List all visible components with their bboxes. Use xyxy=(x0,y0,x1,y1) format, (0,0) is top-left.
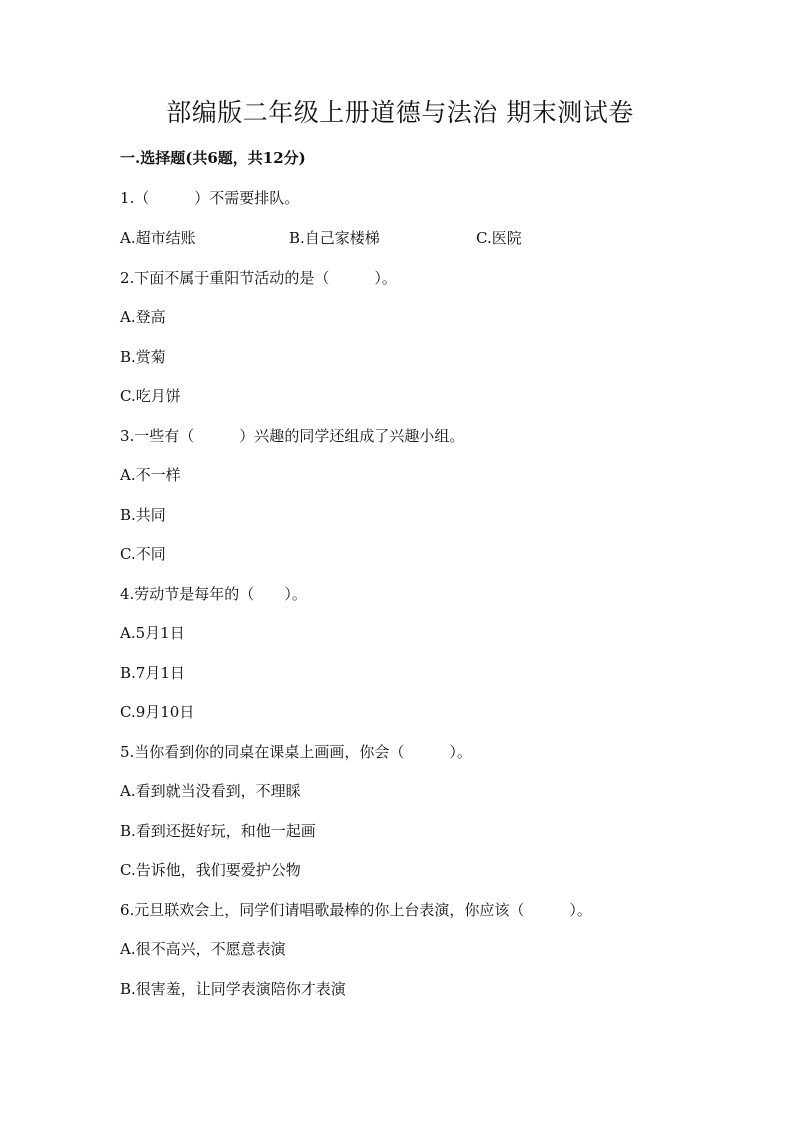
question-5-stem: 5.当你看到你的同桌在课桌上画画，你会（ ）。 xyxy=(120,743,472,761)
question-4-stem: 4.劳动节是每年的（ ）。 xyxy=(120,585,307,603)
question-4-option-a: A.5月1日 xyxy=(120,624,185,642)
question-6-option-b: B.很害羞，让同学表演陪你才表演 xyxy=(120,980,346,998)
question-5-option-a: A.看到就当没看到，不理睬 xyxy=(120,782,301,800)
question-1-option-b: B.自己家楼梯 xyxy=(289,229,380,247)
question-4-option-b: B.7月1日 xyxy=(120,664,185,682)
page-title: 部编版二年级上册道德与法治 期末测试卷 xyxy=(166,98,634,127)
question-3-option-a: A.不一样 xyxy=(120,466,181,484)
question-1-stem: 1.（ ）不需要排队。 xyxy=(120,189,300,207)
question-4-option-c: C.9月10日 xyxy=(120,703,195,721)
question-3-option-c: C.不同 xyxy=(120,545,166,563)
question-1-option-c: C.医院 xyxy=(476,229,522,247)
section-heading: 一.选择题(共6题，共12分) xyxy=(120,149,306,167)
question-2-stem: 2.下面不属于重阳节活动的是（ ）。 xyxy=(120,269,397,287)
question-6-option-a: A.很不高兴，不愿意表演 xyxy=(120,940,286,958)
question-2-option-c: C.吃月饼 xyxy=(120,387,181,405)
question-2-option-b: B.赏菊 xyxy=(120,348,166,366)
question-3-stem: 3.一些有（ ）兴趣的同学还组成了兴趣小组。 xyxy=(120,427,465,445)
question-5-option-b: B.看到还挺好玩，和他一起画 xyxy=(120,822,316,840)
question-3-option-b: B.共同 xyxy=(120,506,166,524)
question-1-option-a: A.超市结账 xyxy=(120,229,196,247)
question-6-stem: 6.元旦联欢会上，同学们请唱歌最棒的你上台表演，你应该（ ）。 xyxy=(120,901,592,919)
question-5-option-c: C.告诉他，我们要爱护公物 xyxy=(120,861,301,879)
question-2-option-a: A.登高 xyxy=(120,308,166,326)
